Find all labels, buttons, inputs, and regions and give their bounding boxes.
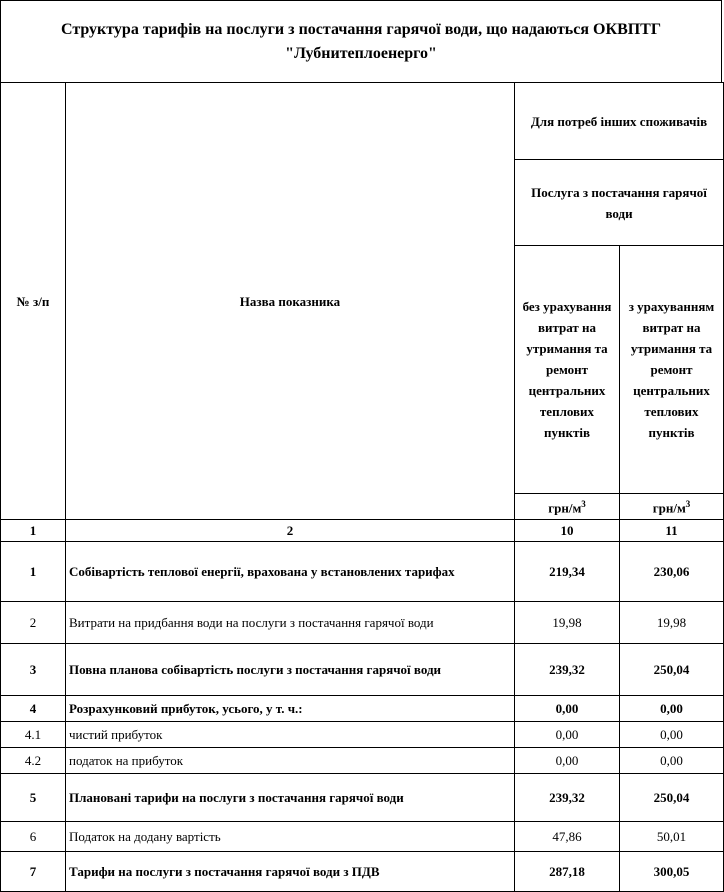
row-value-10: 0,00: [515, 748, 620, 774]
unit-col11-sup: 3: [685, 499, 691, 509]
table-row: [1, 822, 724, 852]
table-row: [1, 748, 724, 774]
header-name: Назва показника: [66, 83, 515, 520]
title-line-1: Структура тарифів на послуги з постачання гарячої води, що надаються ОКВПТГ: [60, 20, 662, 38]
row-value-10: 19,98: [515, 602, 620, 644]
row-name: чистий прибуток: [66, 722, 515, 748]
row-num: 1: [1, 542, 66, 602]
row-value-11: 250,04: [620, 644, 724, 696]
colnum-1: 1: [1, 520, 66, 542]
row-name: податок на прибуток: [66, 748, 515, 774]
colnum-10: 10: [515, 520, 620, 542]
row-value-11: 230,06: [620, 542, 724, 602]
row-value-11: 0,00: [620, 722, 724, 748]
row-value-11: 250,04: [620, 774, 724, 822]
table-row: [1, 696, 724, 722]
row-value-10: 0,00: [515, 722, 620, 748]
row-value-10: 219,34: [515, 542, 620, 602]
colnum-2: 2: [66, 520, 515, 542]
row-name: Витрати на придбання води на послуги з постачання гарячої води: [66, 602, 515, 644]
colnum-11: 11: [620, 520, 724, 542]
row-num: 7: [1, 852, 66, 892]
table-row: [1, 852, 724, 892]
row-num: 4.2: [1, 748, 66, 774]
row-value-10: 239,32: [515, 644, 620, 696]
unit-col10-sup: 3: [581, 499, 586, 509]
table-row: [1, 542, 724, 602]
row-num: 5: [1, 774, 66, 822]
row-name: Плановані тарифи на послуги з постачання гарячої води: [66, 774, 515, 822]
row-num: 4: [1, 696, 66, 722]
row-value-11: 50,01: [620, 822, 724, 852]
row-value-11: 0,00: [620, 748, 724, 774]
row-value-10: 47,86: [515, 822, 620, 852]
header-col10: без урахування витрат на утримання та ремонт центральних теплових пунктів: [515, 246, 620, 494]
tariff-structure-table: [0, 82, 724, 892]
row-name: Тарифи на послуги з постачання гарячої води з ПДВ: [66, 852, 515, 892]
title-line-2: "Лубнитеплоенерго": [285, 44, 437, 62]
row-value-10: 0,00: [515, 696, 620, 722]
unit-col11-text: грн/м: [652, 500, 686, 516]
row-num: 3: [1, 644, 66, 696]
document-title: [0, 0, 722, 82]
row-value-10: 239,32: [515, 774, 620, 822]
row-name: Собівартість теплової енергії, врахована у встановлених тарифах: [66, 542, 515, 602]
row-name: Податок на додану вартість: [66, 822, 515, 852]
row-value-11: 0,00: [620, 696, 724, 722]
unit-col10-text: грн/м: [548, 500, 582, 516]
header-service: Послуга з постачання гарячої води: [515, 160, 724, 246]
column-number-row: [1, 520, 724, 542]
table-row: [1, 644, 724, 696]
row-value-11: 300,05: [620, 852, 724, 892]
row-value-10: 287,18: [515, 852, 620, 892]
unit-col10: [515, 494, 620, 520]
row-num: 6: [1, 822, 66, 852]
header-num: № з/п: [1, 83, 66, 520]
row-name: Повна планова собівартість послуги з постачання гарячої води: [66, 644, 515, 696]
unit-col11: [620, 494, 724, 520]
row-value-11: 19,98: [620, 602, 724, 644]
table-row: [1, 722, 724, 748]
row-name: Розрахунковий прибуток, усього, у т. ч.:: [66, 696, 515, 722]
row-num: 2: [1, 602, 66, 644]
header-consumer-group: Для потреб інших споживачів: [515, 83, 724, 160]
table-row: [1, 602, 724, 644]
header-col11: з урахуванням витрат на утримання та ремонт центральних теплових пунктів: [620, 246, 724, 494]
table-row: [1, 774, 724, 822]
row-num: 4.1: [1, 722, 66, 748]
